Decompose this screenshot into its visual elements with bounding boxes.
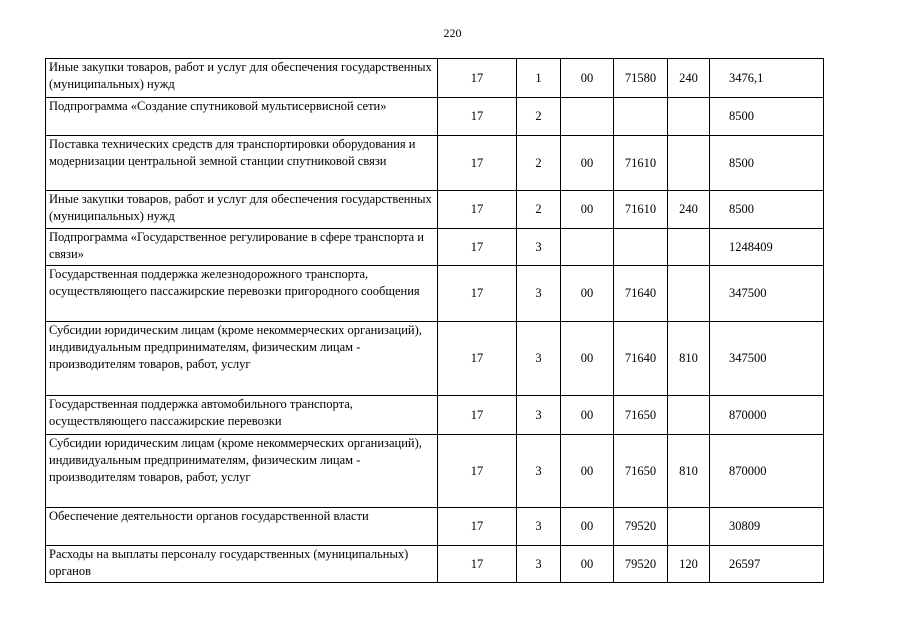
direction-code bbox=[561, 98, 614, 136]
expense-type bbox=[668, 98, 710, 136]
subprogram-code: 3 bbox=[517, 322, 561, 396]
table-row bbox=[46, 136, 824, 191]
budget-table-body bbox=[46, 59, 824, 583]
program-code: 17 bbox=[438, 322, 517, 396]
amount: 347500 bbox=[710, 322, 824, 396]
program-code: 17 bbox=[438, 396, 517, 435]
row-description: Субсидии юридическим лицам (кроме некоммерческих организаций), индивидуальным предпринимателям, физическим лицам - производителям товаров, работ, услуг bbox=[46, 322, 438, 396]
row-description: Иные закупки товаров, работ и услуг для обеспечения государственных (муниципальных) нужд bbox=[46, 59, 438, 98]
program-code: 17 bbox=[438, 266, 517, 322]
amount: 3476,1 bbox=[710, 59, 824, 98]
direction-code: 00 bbox=[561, 136, 614, 191]
direction-code: 00 bbox=[561, 266, 614, 322]
subprogram-code: 3 bbox=[517, 229, 561, 266]
table-row bbox=[46, 59, 824, 98]
table-row bbox=[46, 322, 824, 396]
expense-code: 79520 bbox=[614, 508, 668, 546]
expense-code: 71650 bbox=[614, 396, 668, 435]
amount: 30809 bbox=[710, 508, 824, 546]
expense-type bbox=[668, 136, 710, 191]
row-description: Государственная поддержка автомобильного транспорта, осуществляющего пассажирские перевозки bbox=[46, 396, 438, 435]
program-code: 17 bbox=[438, 435, 517, 508]
amount: 8500 bbox=[710, 98, 824, 136]
expense-type bbox=[668, 396, 710, 435]
row-description: Расходы на выплаты персоналу государственных (муниципальных) органов bbox=[46, 546, 438, 583]
program-code: 17 bbox=[438, 229, 517, 266]
subprogram-code: 3 bbox=[517, 266, 561, 322]
expense-code: 71640 bbox=[614, 322, 668, 396]
program-code: 17 bbox=[438, 191, 517, 229]
row-description: Государственная поддержка железнодорожного транспорта, осуществляющего пассажирские перевозки пригородного сообщения bbox=[46, 266, 438, 322]
expense-code: 71580 bbox=[614, 59, 668, 98]
expense-type: 240 bbox=[668, 59, 710, 98]
direction-code: 00 bbox=[561, 322, 614, 396]
row-description: Поставка технических средств для транспортировки оборудования и модернизации центральной земной станции спутниковой связи bbox=[46, 136, 438, 191]
expense-code: 71610 bbox=[614, 136, 668, 191]
table-row bbox=[46, 266, 824, 322]
table-row bbox=[46, 435, 824, 508]
row-description: Подпрограмма «Государственное регулирование в сфере транспорта и связи» bbox=[46, 229, 438, 266]
expense-type: 810 bbox=[668, 322, 710, 396]
program-code: 17 bbox=[438, 508, 517, 546]
direction-code: 00 bbox=[561, 191, 614, 229]
amount: 8500 bbox=[710, 191, 824, 229]
amount: 870000 bbox=[710, 435, 824, 508]
amount: 1248409 bbox=[710, 229, 824, 266]
budget-table bbox=[45, 58, 824, 583]
amount: 870000 bbox=[710, 396, 824, 435]
row-description: Подпрограмма «Создание спутниковой мультисервисной сети» bbox=[46, 98, 438, 136]
expense-code bbox=[614, 229, 668, 266]
program-code: 17 bbox=[438, 546, 517, 583]
program-code: 17 bbox=[438, 136, 517, 191]
table-row bbox=[46, 508, 824, 546]
direction-code: 00 bbox=[561, 396, 614, 435]
row-description: Обеспечение деятельности органов государственной власти bbox=[46, 508, 438, 546]
direction-code bbox=[561, 229, 614, 266]
amount: 8500 bbox=[710, 136, 824, 191]
row-description: Субсидии юридическим лицам (кроме некоммерческих организаций), индивидуальным предпринимателям, физическим лицам - производителям товаров, работ, услуг bbox=[46, 435, 438, 508]
table-row bbox=[46, 191, 824, 229]
table-row bbox=[46, 396, 824, 435]
subprogram-code: 3 bbox=[517, 508, 561, 546]
expense-code: 71640 bbox=[614, 266, 668, 322]
expense-type: 810 bbox=[668, 435, 710, 508]
expense-code bbox=[614, 98, 668, 136]
program-code: 17 bbox=[438, 98, 517, 136]
program-code: 17 bbox=[438, 59, 517, 98]
expense-code: 71610 bbox=[614, 191, 668, 229]
expense-code: 79520 bbox=[614, 546, 668, 583]
expense-type: 240 bbox=[668, 191, 710, 229]
expense-type: 120 bbox=[668, 546, 710, 583]
direction-code: 00 bbox=[561, 59, 614, 98]
amount: 26597 bbox=[710, 546, 824, 583]
direction-code: 00 bbox=[561, 508, 614, 546]
subprogram-code: 3 bbox=[517, 435, 561, 508]
subprogram-code: 3 bbox=[517, 396, 561, 435]
subprogram-code: 3 bbox=[517, 546, 561, 583]
table-row bbox=[46, 546, 824, 583]
page-number: 220 bbox=[443, 26, 462, 40]
table-row bbox=[46, 98, 824, 136]
subprogram-code: 2 bbox=[517, 191, 561, 229]
row-description: Иные закупки товаров, работ и услуг для обеспечения государственных (муниципальных) нужд bbox=[46, 191, 438, 229]
expense-type bbox=[668, 266, 710, 322]
table-row bbox=[46, 229, 824, 266]
direction-code: 00 bbox=[561, 546, 614, 583]
expense-type bbox=[668, 229, 710, 266]
subprogram-code: 2 bbox=[517, 98, 561, 136]
expense-code: 71650 bbox=[614, 435, 668, 508]
amount: 347500 bbox=[710, 266, 824, 322]
expense-type bbox=[668, 508, 710, 546]
subprogram-code: 1 bbox=[517, 59, 561, 98]
direction-code: 00 bbox=[561, 435, 614, 508]
subprogram-code: 2 bbox=[517, 136, 561, 191]
